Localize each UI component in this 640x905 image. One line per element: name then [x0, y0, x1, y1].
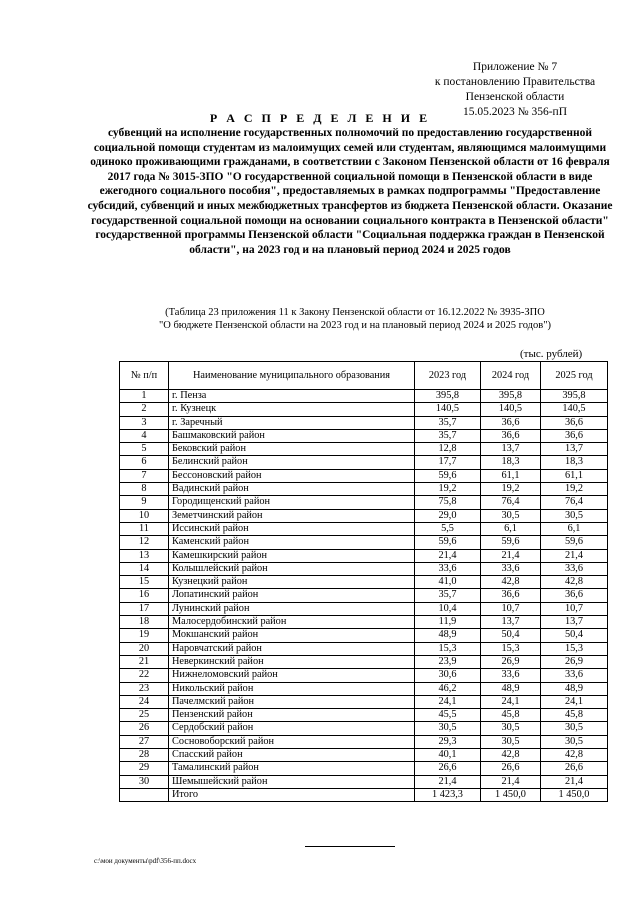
- cell-num: 11: [120, 522, 169, 535]
- cell-y2023: 26,6: [415, 762, 481, 775]
- total-y2024: 1 450,0: [481, 788, 541, 801]
- header-2023: 2023 год: [415, 362, 481, 390]
- cell-y2024: 36,6: [481, 416, 541, 429]
- cell-y2024: 21,4: [481, 549, 541, 562]
- cell-y2025: 59,6: [541, 536, 608, 549]
- total-label: Итого: [169, 788, 415, 801]
- cell-y2023: 75,8: [415, 496, 481, 509]
- cell-name: Камешкирский район: [169, 549, 415, 562]
- table-row: [120, 536, 608, 549]
- cell-y2025: 13,7: [541, 616, 608, 629]
- document-reference: [95, 306, 615, 332]
- cell-y2025: 36,6: [541, 429, 608, 442]
- cell-name: г. Кузнецк: [169, 403, 415, 416]
- cell-y2024: 76,4: [481, 496, 541, 509]
- cell-y2024: 33,6: [481, 669, 541, 682]
- cell-num: 5: [120, 443, 169, 456]
- cell-y2024: 10,7: [481, 602, 541, 615]
- table-row: [120, 722, 608, 735]
- cell-y2023: 11,9: [415, 616, 481, 629]
- appendix-line-2: к постановлению Правительства: [434, 76, 596, 88]
- total-num: [120, 788, 169, 801]
- cell-num: 13: [120, 549, 169, 562]
- table-row: [120, 416, 608, 429]
- table-row: [120, 456, 608, 469]
- cell-name: г. Пенза: [169, 390, 415, 403]
- cell-y2023: 41,0: [415, 576, 481, 589]
- cell-y2024: 30,5: [481, 735, 541, 748]
- cell-y2023: 46,2: [415, 682, 481, 695]
- cell-num: 30: [120, 775, 169, 788]
- cell-y2024: 36,6: [481, 429, 541, 442]
- table-row: [120, 749, 608, 762]
- table-row: [120, 589, 608, 602]
- cell-num: 16: [120, 589, 169, 602]
- cell-name: Лопатинский район: [169, 589, 415, 602]
- cell-y2025: 15,3: [541, 642, 608, 655]
- cell-y2024: 42,8: [481, 576, 541, 589]
- cell-num: 4: [120, 429, 169, 442]
- cell-y2024: 61,1: [481, 469, 541, 482]
- cell-y2024: 19,2: [481, 483, 541, 496]
- cell-name: Каменский район: [169, 536, 415, 549]
- cell-y2025: 42,8: [541, 749, 608, 762]
- cell-y2025: 33,6: [541, 562, 608, 575]
- cell-name: Неверкинский район: [169, 655, 415, 668]
- total-y2025: 1 450,0: [541, 788, 608, 801]
- cell-y2023: 30,5: [415, 722, 481, 735]
- cell-y2025: 21,4: [541, 549, 608, 562]
- cell-y2024: 36,6: [481, 589, 541, 602]
- cell-y2023: 45,5: [415, 709, 481, 722]
- cell-y2023: 35,7: [415, 429, 481, 442]
- cell-y2025: 48,9: [541, 682, 608, 695]
- cell-num: 12: [120, 536, 169, 549]
- table-row: [120, 735, 608, 748]
- cell-num: 18: [120, 616, 169, 629]
- cell-y2025: 30,5: [541, 722, 608, 735]
- cell-y2025: 36,6: [541, 589, 608, 602]
- cell-y2023: 59,6: [415, 536, 481, 549]
- cell-y2025: 13,7: [541, 443, 608, 456]
- reference-line-2: "О бюджете Пензенской области на 2023 год и на плановый период 2024 и 2025 годов"): [158, 320, 552, 331]
- cell-num: 14: [120, 562, 169, 575]
- cell-y2024: 6,1: [481, 522, 541, 535]
- cell-y2023: 5,5: [415, 522, 481, 535]
- cell-y2025: 18,3: [541, 456, 608, 469]
- cell-y2024: 42,8: [481, 749, 541, 762]
- cell-name: Малосердобинский район: [169, 616, 415, 629]
- table-row: [120, 390, 608, 403]
- cell-y2023: 30,6: [415, 669, 481, 682]
- cell-y2023: 33,6: [415, 562, 481, 575]
- table-row: [120, 549, 608, 562]
- table-row: [120, 483, 608, 496]
- cell-num: 2: [120, 403, 169, 416]
- header-num: № п/п: [120, 362, 169, 390]
- cell-y2023: 10,4: [415, 602, 481, 615]
- cell-y2025: 6,1: [541, 522, 608, 535]
- cell-name: Наровчатский район: [169, 642, 415, 655]
- footer-file-path: c:\мои документы\pdf\356-пп.docx: [94, 857, 197, 865]
- header-name: Наименование муниципального образования: [169, 362, 415, 390]
- unit-label: (тыс. рублей): [520, 348, 583, 360]
- table-row: [120, 562, 608, 575]
- cell-y2023: 19,2: [415, 483, 481, 496]
- cell-num: 8: [120, 483, 169, 496]
- cell-num: 19: [120, 629, 169, 642]
- cell-y2023: 21,4: [415, 775, 481, 788]
- cell-num: 24: [120, 695, 169, 708]
- cell-name: Пачелмский район: [169, 695, 415, 708]
- cell-y2024: 140,5: [481, 403, 541, 416]
- cell-num: 17: [120, 602, 169, 615]
- cell-name: Земетчинский район: [169, 509, 415, 522]
- cell-y2025: 24,1: [541, 695, 608, 708]
- total-y2023: 1 423,3: [415, 788, 481, 801]
- table-row: [120, 762, 608, 775]
- cell-y2023: 24,1: [415, 695, 481, 708]
- cell-y2024: 18,3: [481, 456, 541, 469]
- cell-y2024: 21,4: [481, 775, 541, 788]
- cell-y2024: 30,5: [481, 722, 541, 735]
- cell-y2025: 61,1: [541, 469, 608, 482]
- cell-num: 15: [120, 576, 169, 589]
- table-row: [120, 403, 608, 416]
- appendix-line-4: 15.05.2023 № 356-пП: [462, 106, 567, 118]
- cell-name: Белинский район: [169, 456, 415, 469]
- cell-y2025: 395,8: [541, 390, 608, 403]
- table-row: [120, 655, 608, 668]
- cell-num: 7: [120, 469, 169, 482]
- document-title: Р А С П Р Е Д Е Л Е Н И Е: [209, 111, 431, 125]
- cell-name: Нижнеломовский район: [169, 669, 415, 682]
- appendix-line-1: Приложение № 7: [472, 61, 558, 73]
- cell-y2025: 140,5: [541, 403, 608, 416]
- table-row: [120, 469, 608, 482]
- cell-name: Лунинский район: [169, 602, 415, 615]
- cell-y2025: 19,2: [541, 483, 608, 496]
- cell-y2025: 21,4: [541, 775, 608, 788]
- table-row: [120, 522, 608, 535]
- cell-num: 1: [120, 390, 169, 403]
- cell-y2023: 59,6: [415, 469, 481, 482]
- cell-name: Шемышейский район: [169, 775, 415, 788]
- cell-y2024: 24,1: [481, 695, 541, 708]
- cell-num: 23: [120, 682, 169, 695]
- cell-y2025: 76,4: [541, 496, 608, 509]
- cell-name: Пензенский район: [169, 709, 415, 722]
- header-2024: 2024 год: [481, 362, 541, 390]
- cell-num: 10: [120, 509, 169, 522]
- table-total-row: [120, 788, 608, 801]
- cell-name: Башмаковский район: [169, 429, 415, 442]
- cell-num: 3: [120, 416, 169, 429]
- cell-y2025: 45,8: [541, 709, 608, 722]
- header-2025: 2025 год: [541, 362, 608, 390]
- cell-name: Бековский район: [169, 443, 415, 456]
- table-row: [120, 629, 608, 642]
- cell-name: г. Заречный: [169, 416, 415, 429]
- cell-y2025: 26,9: [541, 655, 608, 668]
- cell-y2025: 30,5: [541, 735, 608, 748]
- table-row: [120, 496, 608, 509]
- cell-num: 20: [120, 642, 169, 655]
- cell-y2023: 29,0: [415, 509, 481, 522]
- table-row: [120, 709, 608, 722]
- cell-num: 28: [120, 749, 169, 762]
- cell-y2023: 21,4: [415, 549, 481, 562]
- cell-name: Никольский район: [169, 682, 415, 695]
- cell-num: 25: [120, 709, 169, 722]
- table-row: [120, 429, 608, 442]
- cell-name: Тамалинский район: [169, 762, 415, 775]
- cell-y2024: 26,9: [481, 655, 541, 668]
- cell-num: 21: [120, 655, 169, 668]
- cell-y2023: 140,5: [415, 403, 481, 416]
- signature-line: [305, 846, 395, 847]
- table-row: [120, 775, 608, 788]
- cell-num: 29: [120, 762, 169, 775]
- table-row: [120, 695, 608, 708]
- cell-name: Бессоновский район: [169, 469, 415, 482]
- cell-y2025: 36,6: [541, 416, 608, 429]
- cell-y2023: 35,7: [415, 416, 481, 429]
- cell-y2025: 50,4: [541, 629, 608, 642]
- cell-num: 9: [120, 496, 169, 509]
- table-row: [120, 576, 608, 589]
- table-row: [120, 602, 608, 615]
- cell-y2025: 10,7: [541, 602, 608, 615]
- distribution-table: [119, 361, 608, 802]
- cell-name: Сердобский район: [169, 722, 415, 735]
- cell-name: Городищенский район: [169, 496, 415, 509]
- cell-name: Кузнецкий район: [169, 576, 415, 589]
- cell-y2023: 23,9: [415, 655, 481, 668]
- table-row: [120, 642, 608, 655]
- cell-num: 6: [120, 456, 169, 469]
- cell-num: 26: [120, 722, 169, 735]
- cell-y2024: 15,3: [481, 642, 541, 655]
- table-body: [120, 390, 608, 802]
- table-row: [120, 616, 608, 629]
- cell-name: Вадинский район: [169, 483, 415, 496]
- cell-y2023: 48,9: [415, 629, 481, 642]
- cell-y2024: 26,6: [481, 762, 541, 775]
- cell-y2023: 29,3: [415, 735, 481, 748]
- cell-name: Спасский район: [169, 749, 415, 762]
- cell-name: Иссинский район: [169, 522, 415, 535]
- cell-y2023: 40,1: [415, 749, 481, 762]
- table-row: [120, 443, 608, 456]
- table-header-row: [120, 362, 608, 390]
- cell-y2025: 26,6: [541, 762, 608, 775]
- cell-y2024: 48,9: [481, 682, 541, 695]
- cell-name: Колышлейский район: [169, 562, 415, 575]
- cell-y2024: 59,6: [481, 536, 541, 549]
- cell-name: Сосновоборский район: [169, 735, 415, 748]
- cell-y2024: 50,4: [481, 629, 541, 642]
- cell-y2023: 12,8: [415, 443, 481, 456]
- cell-num: 22: [120, 669, 169, 682]
- cell-y2023: 17,7: [415, 456, 481, 469]
- cell-y2023: 15,3: [415, 642, 481, 655]
- table-row: [120, 682, 608, 695]
- cell-num: 27: [120, 735, 169, 748]
- cell-y2024: 30,5: [481, 509, 541, 522]
- reference-line-1: (Таблица 23 приложения 11 к Закону Пензенской области от 16.12.2022 № 3935-ЗПО: [165, 307, 545, 318]
- cell-y2025: 33,6: [541, 669, 608, 682]
- cell-y2024: 13,7: [481, 616, 541, 629]
- table-row: [120, 669, 608, 682]
- cell-y2023: 35,7: [415, 589, 481, 602]
- cell-y2023: 395,8: [415, 390, 481, 403]
- cell-y2024: 13,7: [481, 443, 541, 456]
- cell-y2024: 45,8: [481, 709, 541, 722]
- cell-name: Мокшанский район: [169, 629, 415, 642]
- document-subtitle: субвенций на исполнение государственных полномочий по предоставлению государственной социальной помощи студентам из малоимущих семей или студентам, являющимся малоимущими одиноко проживающими гражданами, в соответствии с Законом Пензенской области от 16 февраля 2017 года № 3015-ЗПО "О государственной социальной помощи в Пензенской области в виде ежегодного социального пособия", предоставляемых в рамках подпрограммы "Предоставление субсидий, субвенций и иных межбюджетных трансфертов из бюджета Пензенской области. Оказание государственной социальной помощи на основании социального контракта в Пензенской области" государственной программы Пензенской области "Социальная поддержка граждан в Пензенской области", на 2023 год и на плановый период 2024 и 2025 годов: [87, 127, 613, 256]
- cell-y2025: 30,5: [541, 509, 608, 522]
- cell-y2025: 42,8: [541, 576, 608, 589]
- cell-y2024: 33,6: [481, 562, 541, 575]
- cell-y2024: 395,8: [481, 390, 541, 403]
- table-row: [120, 509, 608, 522]
- appendix-line-3: Пензенской области: [465, 91, 565, 103]
